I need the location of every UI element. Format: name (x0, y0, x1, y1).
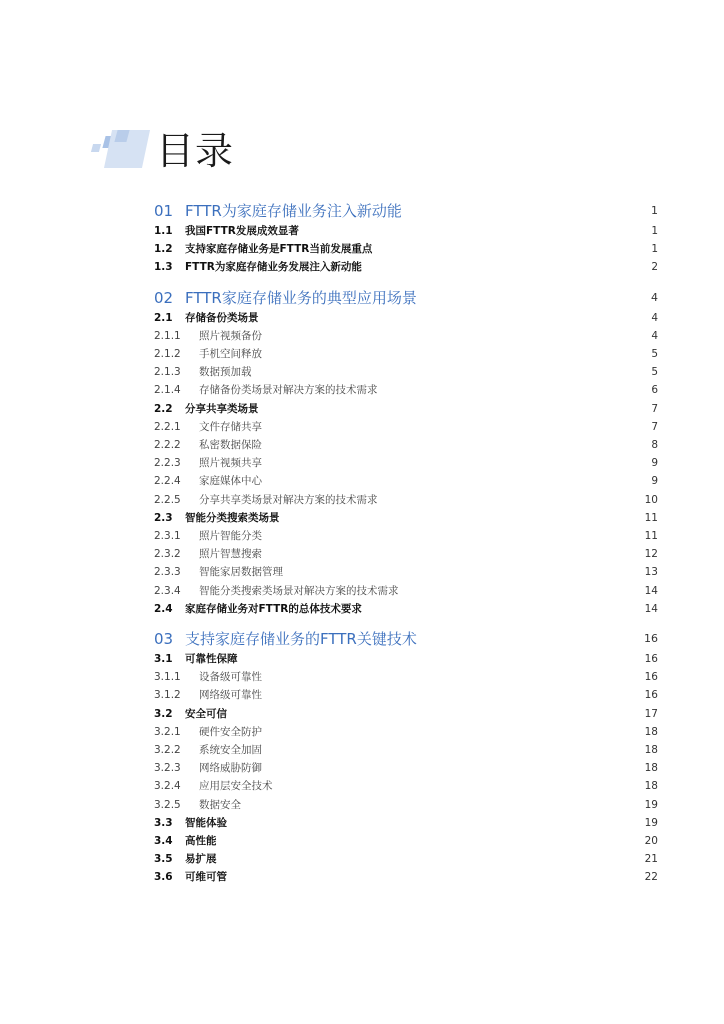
toc-page-number: 17 (644, 707, 658, 720)
toc-label: 智能家居数据管理 (199, 566, 283, 579)
toc-section-row[interactable] (154, 650, 658, 668)
toc-label: 私密数据保险 (199, 439, 262, 451)
toc-subsection-row[interactable] (154, 363, 658, 381)
toc-number: 1.2 (154, 243, 173, 256)
toc-subsection-row[interactable] (154, 582, 658, 600)
toc-label: FTTR为家庭存储业务发展注入新动能 (185, 261, 362, 274)
toc-number: 3.1.1 (154, 671, 181, 684)
toc-number: 2.4 (154, 602, 173, 615)
toc-page-number: 1 (651, 204, 658, 217)
toc-section-row[interactable] (154, 814, 658, 832)
toc-label: 易扩展 (185, 853, 217, 866)
toc-label: 硬件安全防护 (199, 725, 262, 738)
toc-section-row[interactable] (154, 850, 658, 868)
toc-page-number: 18 (644, 725, 658, 738)
toc-subsection-row[interactable] (154, 418, 658, 436)
toc-label: 分享共享类场景对解决方案的技术需求 (199, 493, 378, 506)
toc-number: 3.2.5 (154, 798, 181, 811)
toc-section-row[interactable] (154, 258, 658, 276)
toc-page-number: 21 (644, 853, 658, 866)
toc-label: 我国FTTR发展成效显著 (185, 225, 299, 237)
toc-page-number: 13 (644, 566, 658, 579)
toc-section-row[interactable] (154, 509, 658, 527)
toc-label: 文件存储共享 (199, 420, 262, 433)
toc-label: 智能分类搜索类场景对解决方案的技术需求 (199, 584, 399, 597)
toc-page-number: 7 (651, 420, 658, 433)
toc-number: 2.1.4 (154, 384, 181, 397)
decorative-squares-icon (90, 126, 150, 170)
toc-subsection-row[interactable] (154, 796, 658, 814)
toc-subsection-row[interactable] (154, 381, 658, 399)
toc-number: 01 (154, 202, 174, 220)
toc-section-row[interactable] (154, 222, 658, 240)
toc-section-row[interactable] (154, 240, 658, 258)
toc-label: 应用层安全技术 (199, 780, 273, 793)
toc-page-number: 19 (644, 798, 658, 811)
toc-label: 家庭媒体中心 (199, 475, 262, 488)
toc-page-number: 1 (651, 225, 658, 237)
toc-subsection-row[interactable] (154, 345, 658, 363)
toc-page-number: 6 (651, 384, 658, 397)
toc-number: 2.1.1 (154, 329, 181, 342)
toc-section-row[interactable] (154, 400, 658, 418)
toc-number: 2.2.1 (154, 420, 181, 433)
toc-subsection-row[interactable] (154, 563, 658, 581)
toc-number: 2.2.4 (154, 475, 181, 488)
toc-number: 2.2.5 (154, 493, 181, 506)
toc-subsection-row[interactable] (154, 491, 658, 509)
toc-label: 智能体验 (185, 816, 227, 829)
toc-page-number: 9 (651, 475, 658, 488)
toc-page-number: 1 (651, 243, 658, 256)
toc-subsection-row[interactable] (154, 741, 658, 759)
toc-number: 2.3.4 (154, 584, 181, 597)
toc-number: 03 (154, 630, 174, 648)
toc-label: 系统安全加固 (199, 744, 262, 756)
toc-page-number: 11 (644, 530, 658, 542)
toc-subsection-row[interactable] (154, 327, 658, 345)
toc-number: 3.2 (154, 707, 173, 720)
toc-page-number: 18 (644, 744, 658, 756)
toc-number: 2.2 (154, 402, 173, 415)
toc-number: 3.2.1 (154, 725, 181, 738)
toc-page-number: 12 (644, 548, 658, 561)
toc-number: 1.3 (154, 261, 173, 274)
toc-page-number: 16 (644, 632, 658, 645)
toc-number: 1.1 (154, 225, 173, 237)
toc-page-number: 11 (644, 511, 658, 524)
toc-number: 3.3 (154, 816, 173, 829)
toc-number: 2.1.2 (154, 348, 181, 360)
toc-label: 支持家庭存储业务的FTTR关键技术 (185, 630, 417, 648)
toc-number: 3.2.3 (154, 762, 181, 775)
toc-label: 照片智能分类 (199, 530, 262, 542)
toc-subsection-row[interactable] (154, 668, 658, 686)
toc-chapter-row[interactable] (154, 287, 658, 309)
toc-page-number: 8 (651, 439, 658, 451)
toc-number: 3.1 (154, 653, 173, 665)
toc-page-number: 5 (651, 366, 658, 379)
toc-section-row[interactable] (154, 309, 658, 327)
page-title: 目录 (156, 129, 235, 173)
toc-label: 安全可信 (185, 707, 227, 720)
toc-number: 2.2.2 (154, 439, 181, 451)
toc-page-number: 18 (644, 780, 658, 793)
toc-label: 数据预加载 (199, 366, 252, 379)
toc-page-number: 16 (644, 689, 658, 702)
toc-number: 3.6 (154, 871, 173, 884)
toc-page-number: 4 (651, 290, 658, 304)
toc-label: 家庭存储业务对FTTR的总体技术要求 (185, 602, 362, 615)
toc-label: 智能分类搜索类场景 (185, 511, 280, 524)
toc-label: 数据安全 (199, 798, 241, 811)
toc-label: 设备级可靠性 (199, 671, 262, 684)
toc-number: 2.3.3 (154, 566, 181, 579)
toc-number: 3.2.4 (154, 780, 181, 793)
toc-page-number: 16 (644, 671, 658, 684)
toc-page-number: 2 (651, 261, 658, 274)
toc-subsection-row[interactable] (154, 436, 658, 454)
toc-page-number: 14 (644, 584, 658, 597)
toc-subsection-row[interactable] (154, 777, 658, 795)
toc-number: 3.2.2 (154, 744, 181, 756)
toc-label: 可维可管 (185, 871, 227, 884)
toc-page-number: 9 (651, 457, 658, 470)
toc-section-row[interactable] (154, 705, 658, 723)
toc-label: 手机空间释放 (199, 348, 262, 360)
toc-label: 照片视频备份 (199, 329, 262, 342)
toc-number: 2.3.1 (154, 530, 181, 542)
toc-number: 2.3 (154, 511, 173, 524)
toc-subsection-row[interactable] (154, 527, 658, 545)
toc-page-number: 20 (644, 835, 658, 847)
toc-page-number: 22 (644, 871, 658, 884)
toc-page-number: 19 (644, 816, 658, 829)
toc-label: FTTR家庭存储业务的典型应用场景 (185, 288, 417, 307)
toc-label: 网络级可靠性 (199, 689, 262, 702)
toc-chapter-row[interactable] (154, 628, 658, 650)
toc-subsection-row[interactable] (154, 686, 658, 704)
toc-label: 网络威胁防御 (199, 762, 262, 775)
toc-number: 2.2.3 (154, 457, 181, 470)
toc-page-number: 7 (651, 402, 658, 415)
toc-number: 02 (154, 288, 174, 307)
toc-label: 存储备份类场景 (185, 311, 259, 324)
toc-label: 支持家庭存储业务是FTTR当前发展重点 (185, 243, 373, 256)
toc-section-row[interactable] (154, 868, 658, 886)
toc-number: 3.1.2 (154, 689, 181, 702)
toc-page-number: 5 (651, 348, 658, 360)
toc-label: FTTR为家庭存储业务注入新动能 (185, 202, 402, 220)
toc-subsection-row[interactable] (154, 759, 658, 777)
toc-number: 2.1.3 (154, 366, 181, 379)
toc-page-number: 14 (644, 602, 658, 615)
toc-page-number: 16 (644, 653, 658, 665)
toc-subsection-row[interactable] (154, 545, 658, 563)
toc-label: 高性能 (185, 835, 217, 847)
toc-label: 照片视频共享 (199, 457, 262, 470)
toc-section-row[interactable] (154, 832, 658, 850)
toc-subsection-row[interactable] (154, 723, 658, 741)
toc-chapter-row[interactable] (154, 200, 658, 222)
toc-label: 分享共享类场景 (185, 402, 259, 415)
toc-number: 3.4 (154, 835, 173, 847)
toc-number: 2.3.2 (154, 548, 181, 561)
toc-subsection-row[interactable] (154, 472, 658, 490)
toc-label: 照片智慧搜索 (199, 548, 262, 561)
toc-number: 2.1 (154, 311, 173, 324)
toc-page-number: 4 (651, 329, 658, 342)
toc-subsection-row[interactable] (154, 454, 658, 472)
toc-section-row[interactable] (154, 600, 658, 618)
toc-page-number: 10 (644, 493, 658, 506)
toc-page-number: 4 (651, 311, 658, 324)
toc-label: 可靠性保障 (185, 653, 238, 665)
toc-number: 3.5 (154, 853, 173, 866)
toc-page-number: 18 (644, 762, 658, 775)
toc-label: 存储备份类场景对解决方案的技术需求 (199, 384, 378, 397)
